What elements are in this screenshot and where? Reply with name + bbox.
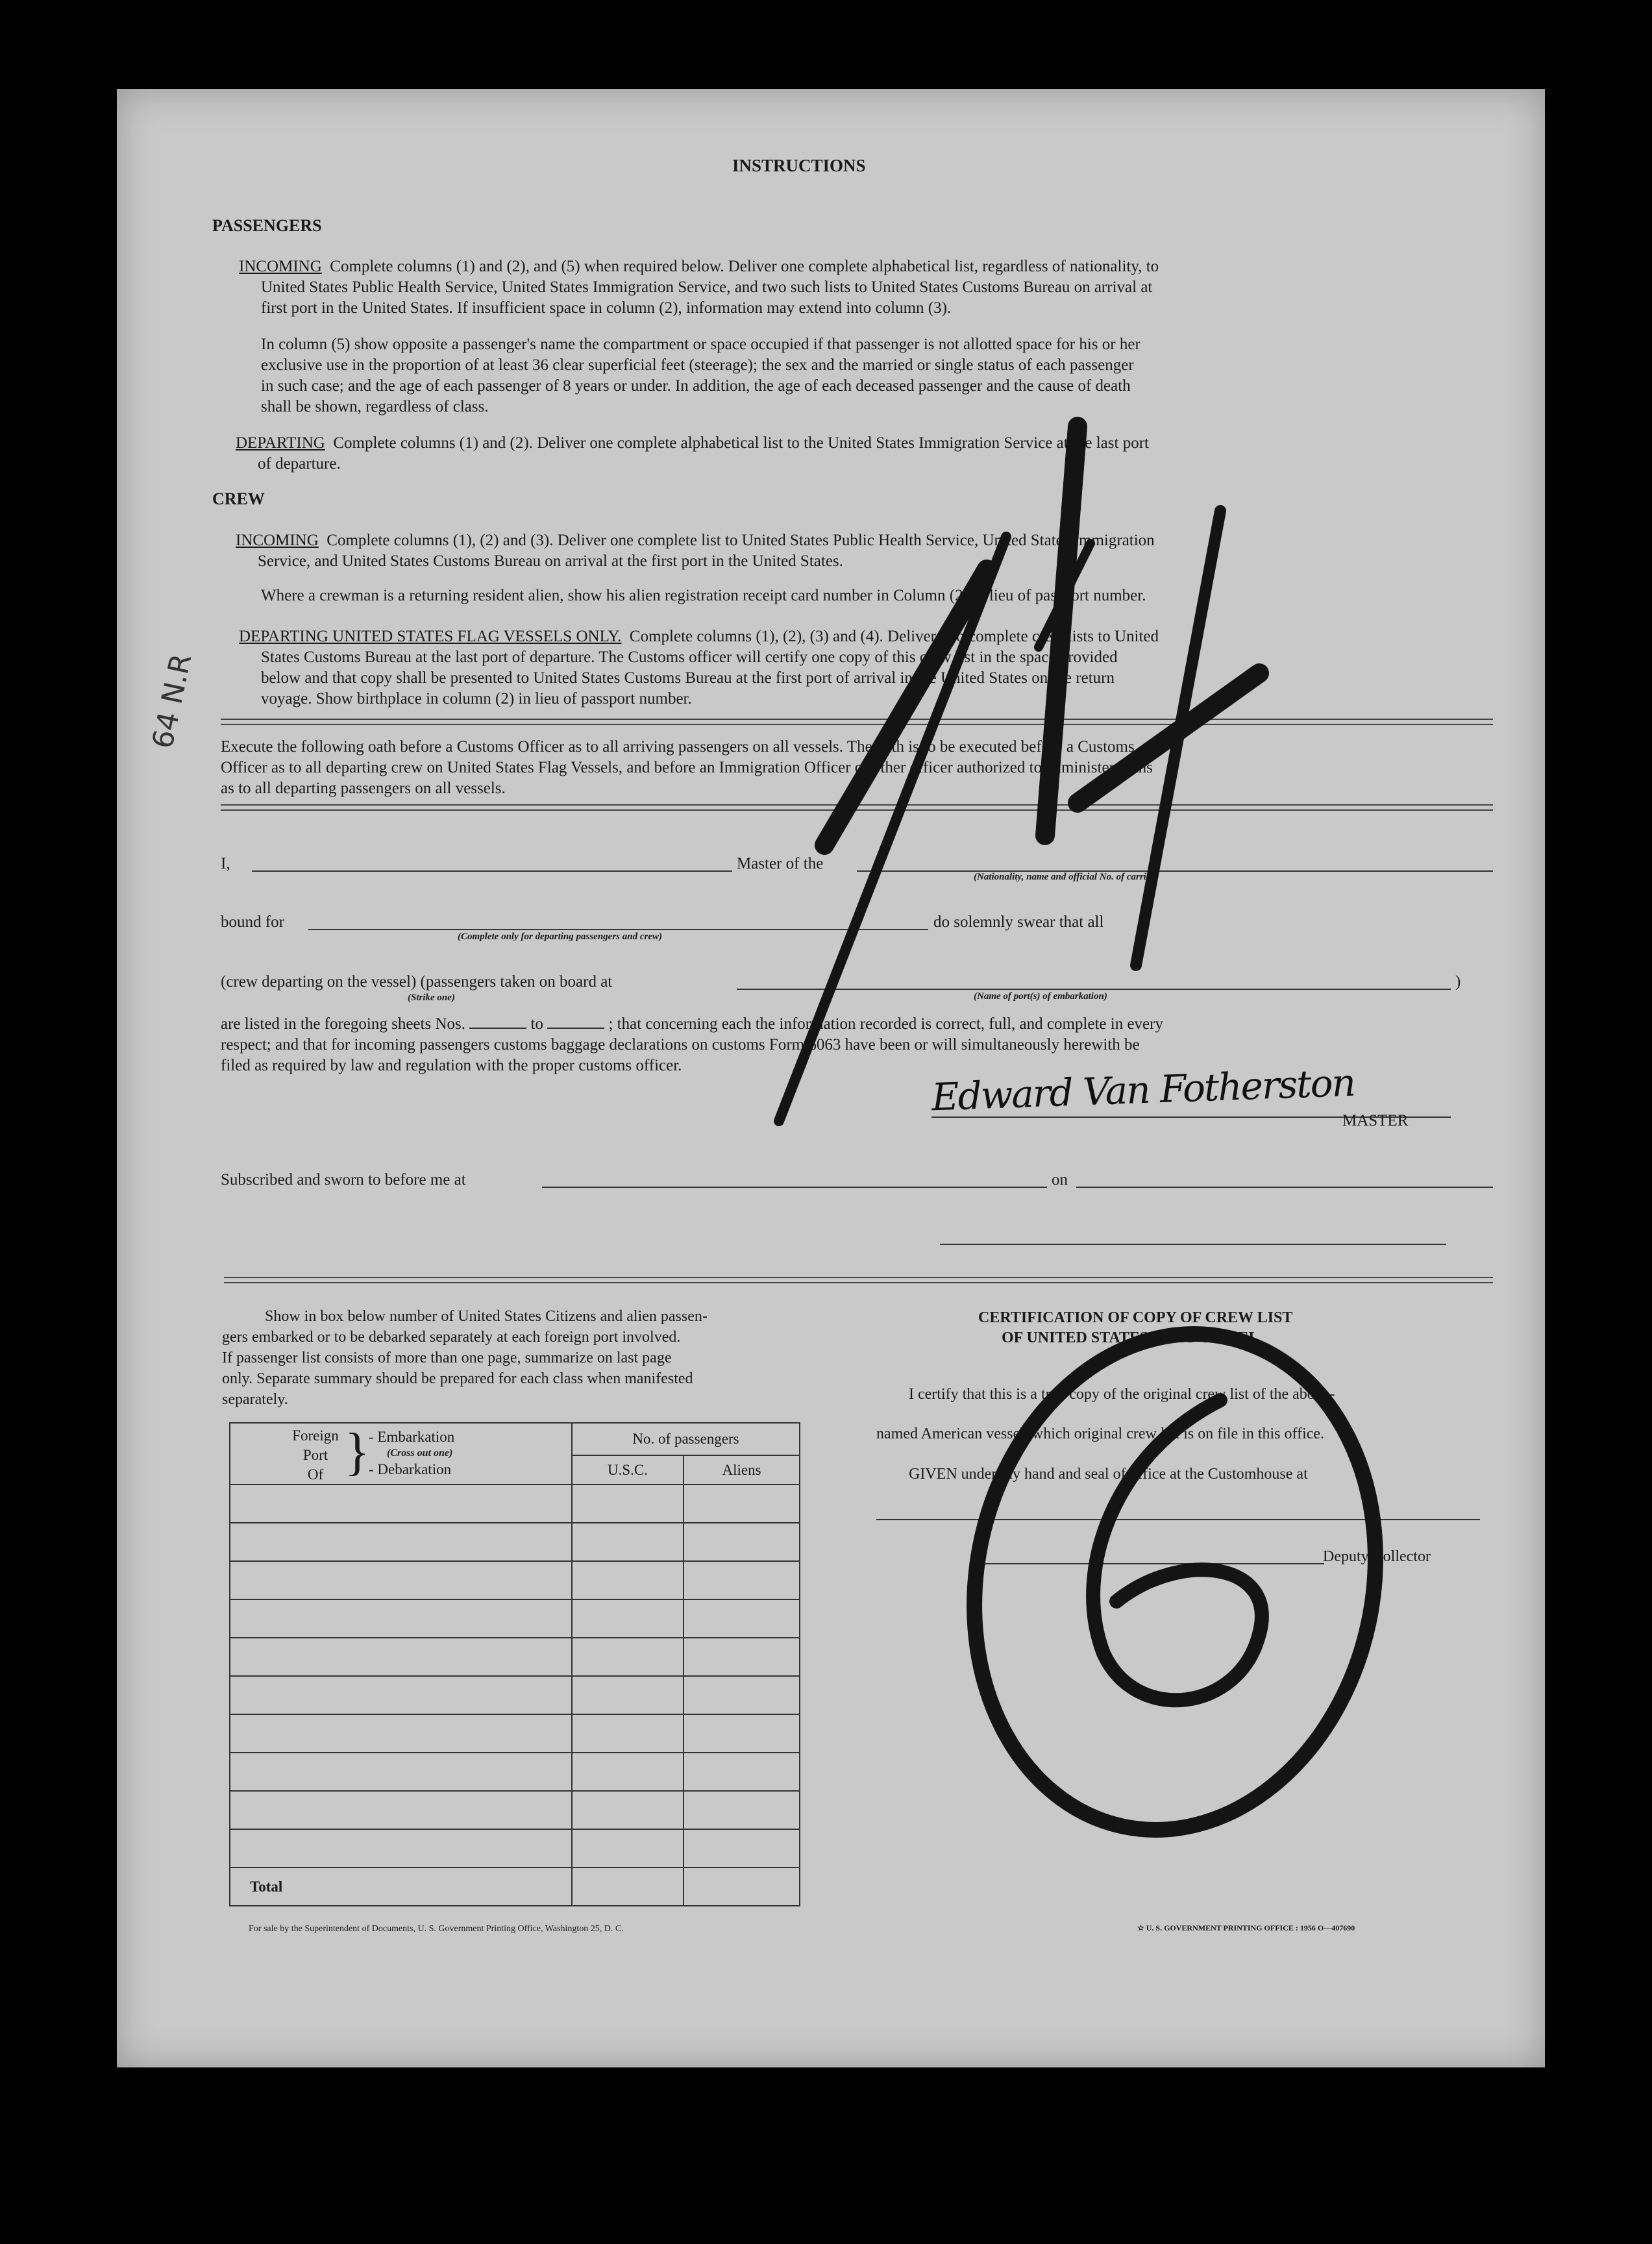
crew-heading: CREW xyxy=(212,489,265,508)
passengers-departing-line: Complete columns (1) and (2). Deliver one complete alphabetical list to the United States Immigration Service at the last port xyxy=(333,434,1149,452)
footer-sales-note: For sale by the Superintendent of Documents, U. S. Government Printing Office, Washington 25, D. C. xyxy=(249,1924,624,1934)
oath-instruction-line: Execute the following oath before a Customs Officer as to all arriving passengers on all vessels. The oath is to be executed before a Customs xyxy=(221,738,1135,756)
resident-alien-line: Where a crewman is a returning resident alien, show his alien registration receipt card number in Column (2) in lieu of passport number. xyxy=(261,587,1146,604)
margin-note: 64 N.R xyxy=(146,650,199,752)
incoming-label: INCOMING xyxy=(239,258,322,275)
passengers-incoming-line: United States Public Health Service, United States Immigration Service, and two such lists to United States Customs Bureau on arrival at xyxy=(261,278,1153,296)
listed-line: respect; and that for incoming passengers customs baggage declarations on customs Form 6063 have been or will simultaneously herewith be xyxy=(221,1036,1140,1054)
certification-line: named American vessel, which original crew list is on file in this office. xyxy=(876,1425,1325,1442)
i-label: I, xyxy=(221,855,230,872)
listed-text: ; that concerning each the information recorded is correct, full, and complete in every xyxy=(608,1015,1163,1033)
crew-incoming-line: Complete columns (1), (2) and (3). Deliver one complete list to United States Public Health Service, United States Immigration xyxy=(327,532,1155,549)
hdr-embarkation: - Embarkation xyxy=(369,1429,455,1445)
port-note: (Name of port(s) of embarkation) xyxy=(974,991,1107,1002)
close-paren: ) xyxy=(1455,973,1461,991)
column5-line: exclusive use in the proportion of at least 36 clear superficial feet (steerage); the sex and the married or single status of each passenger xyxy=(261,356,1134,374)
certification-subtitle: OF UNITED STATES FLAG VESSEL xyxy=(1002,1329,1259,1346)
listed-to: to xyxy=(530,1015,543,1033)
master-of-label: Master of the xyxy=(737,855,824,872)
passengers-heading: PASSENGERS xyxy=(212,216,322,235)
aliens-header: Aliens xyxy=(684,1455,800,1485)
on-label: on xyxy=(1052,1171,1068,1189)
hdr-cross-out: (Cross out one) xyxy=(387,1448,453,1459)
swear-label: do solemnly swear that all xyxy=(933,913,1104,931)
hdr-debarkation: - Debarkation xyxy=(369,1461,452,1477)
summary-intro-line: separately. xyxy=(222,1391,288,1408)
summary-intro-line: gers embarked or to be debarked separately at each foreign port involved. xyxy=(222,1329,681,1346)
brace-glyph: } xyxy=(345,1424,370,1481)
listed-line: filed as required by law and regulation with the proper customs officer. xyxy=(221,1057,682,1074)
oath-instruction-line: Officer as to all departing crew on United States Flag Vessels, and before an Immigration Officer or other officer authorized to administer oaths xyxy=(221,759,1153,776)
master-label: MASTER xyxy=(1342,1112,1409,1129)
column5-line: In column (5) show opposite a passenger's name the compartment or space occupied if that passenger is not allotted space for his or her xyxy=(261,336,1140,353)
summary-intro-line: If passenger list consists of more than one page, summarize on last page xyxy=(222,1350,672,1366)
summary-intro-line: Show in box below number of United States Citizens and alien passen- xyxy=(265,1308,708,1325)
bound-for-label: bound for xyxy=(221,913,284,931)
passengers-incoming-line: first port in the United States. If insufficient space in column (2), information may extend into column (3). xyxy=(261,299,952,317)
crew-departing-label: (crew departing on the vessel) (passengers taken on board at xyxy=(221,973,613,991)
page-title: INSTRUCTIONS xyxy=(732,156,866,175)
departing-label: DEPARTING xyxy=(236,434,325,452)
certification-line: I certify that this is a true copy of the original crew list of the above- xyxy=(909,1386,1335,1403)
crew-departing-line: Complete columns (1), (2), (3) and (4). Deliver two complete crew lists to United xyxy=(629,628,1159,645)
crew-departing-line: below and that copy shall be presented to United States Customs Bureau at the first port of arrival in the United States on the return xyxy=(261,669,1115,687)
hdr-foreign: Foreign xyxy=(292,1427,339,1444)
stamp-number xyxy=(1142,1543,1143,1544)
usc-header: U.S.C. xyxy=(572,1455,684,1485)
master-signature: Edward Van Fotherston xyxy=(931,1060,1355,1120)
crew-departing-line: States Customs Bureau at the last port of departure. The Customs officer will certify one copy of this crew list in the space provided xyxy=(261,648,1118,666)
listed-text: are listed in the foregoing sheets Nos. xyxy=(221,1015,465,1033)
passengers-incoming-line: Complete columns (1) and (2), and (5) when required below. Deliver one complete alphabetical list, regardless of nationality, to xyxy=(330,258,1159,275)
subscribed-label: Subscribed and sworn to before me at xyxy=(221,1171,466,1189)
oath-instruction-line: as to all departing passengers on all vessels. xyxy=(221,780,506,797)
incoming-label: INCOMING xyxy=(236,532,319,549)
certification-title: CERTIFICATION OF COPY OF CREW LIST xyxy=(978,1309,1293,1326)
carrier-note: (Nationality, name and official No. of carrier) xyxy=(974,872,1158,882)
column5-line: shall be shown, regardless of class. xyxy=(261,398,489,415)
total-label: Total xyxy=(230,1868,572,1906)
strike-note: (Strike one) xyxy=(408,993,455,1003)
certification-line: GIVEN under my hand and seal of office at the Customhouse at xyxy=(909,1466,1308,1483)
num-passengers-header: No. of passengers xyxy=(572,1423,800,1455)
crew-incoming-line: Service, and United States Customs Bureau on arrival at the first port in the United States. xyxy=(258,552,843,570)
departing-flag-label: DEPARTING UNITED STATES FLAG VESSELS ONLY. xyxy=(239,628,622,645)
form-page xyxy=(117,89,1545,2067)
crayon-marks-icon xyxy=(117,89,1545,2067)
deputy-collector-label: Deputy Collector xyxy=(1323,1548,1431,1565)
summary-intro-line: only. Separate summary should be prepared for each class when manifested xyxy=(222,1370,693,1387)
passengers-departing-line: of departure. xyxy=(258,455,341,473)
column5-line: in such case; and the age of each passenger of 8 years or under. In addition, the age of each deceased passenger and the cause of death xyxy=(261,377,1131,395)
footer-printing-office: ☆ U. S. GOVERNMENT PRINTING OFFICE : 1956 O—407690 xyxy=(1137,1923,1355,1932)
hdr-port: Port xyxy=(302,1447,328,1463)
crew-departing-line: voyage. Show birthplace in column (2) in lieu of passport number. xyxy=(261,690,692,708)
hdr-of: Of xyxy=(307,1466,324,1483)
bound-for-note: (Complete only for departing passengers and crew) xyxy=(458,931,662,942)
